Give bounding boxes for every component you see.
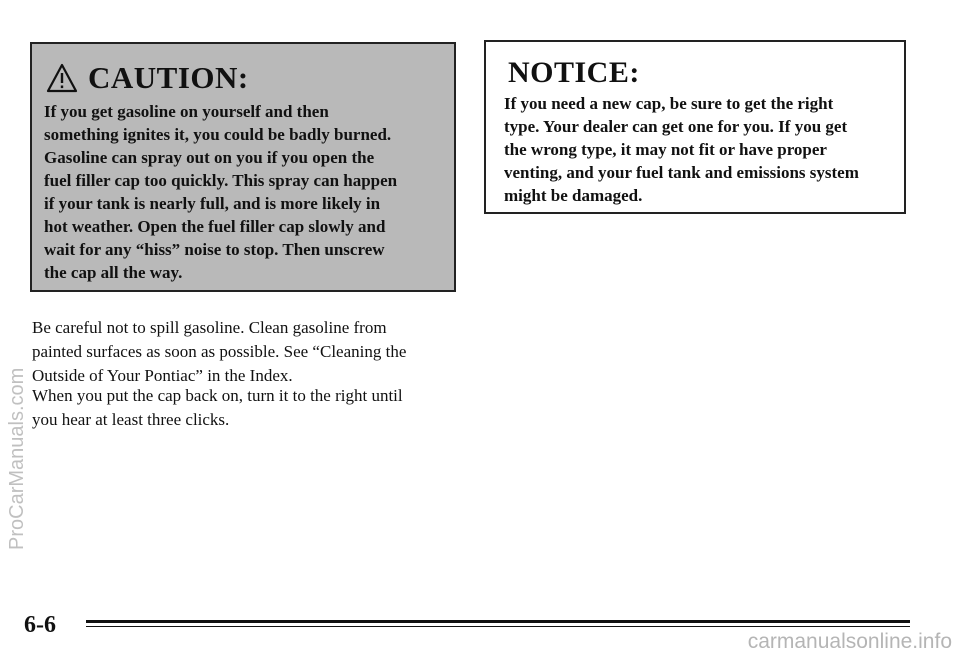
watermark-left: ProCarManuals.com bbox=[6, 367, 28, 550]
body-line: Outside of Your Pontiac” in the Index. bbox=[32, 366, 293, 385]
caution-header bbox=[46, 60, 249, 96]
caution-box bbox=[30, 42, 456, 292]
caution-text bbox=[44, 100, 444, 284]
caution-line: If you get gasoline on yourself and then bbox=[44, 102, 329, 121]
body-line: painted surfaces as soon as possible. See “Cleaning the bbox=[32, 342, 407, 361]
body-paragraph-cap bbox=[32, 384, 452, 432]
caution-line: hot weather. Open the fuel filler cap slowly and bbox=[44, 217, 386, 236]
notice-line: If you need a new cap, be sure to get the right bbox=[504, 94, 834, 113]
notice-text bbox=[504, 92, 894, 207]
warning-triangle-icon bbox=[46, 63, 78, 93]
notice-line: venting, and your fuel tank and emissions system bbox=[504, 163, 859, 182]
notice-title: NOTICE: bbox=[508, 56, 640, 89]
page-number: 6-6 bbox=[24, 612, 56, 638]
caution-line: wait for any “hiss” noise to stop. Then unscrew bbox=[44, 240, 385, 259]
caution-line: something ignites it, you could be badly burned. bbox=[44, 125, 392, 144]
body-line: you hear at least three clicks. bbox=[32, 410, 230, 429]
watermark-bottom: carmanualsonline.info bbox=[747, 630, 952, 653]
caution-line: if your tank is nearly full, and is more likely in bbox=[44, 194, 381, 213]
caution-line: Gasoline can spray out on you if you open the bbox=[44, 148, 375, 167]
caution-title: CAUTION: bbox=[88, 60, 249, 95]
body-line: Be careful not to spill gasoline. Clean gasoline from bbox=[32, 318, 387, 337]
footer-rule bbox=[86, 618, 910, 630]
body-line: When you put the cap back on, turn it to the right until bbox=[32, 386, 403, 405]
notice-line: the wrong type, it may not fit or have proper bbox=[504, 140, 827, 159]
notice-box bbox=[484, 40, 906, 214]
caution-line: fuel filler cap too quickly. This spray can happen bbox=[44, 171, 398, 190]
notice-line: type. Your dealer can get one for you. If you get bbox=[504, 117, 848, 136]
caution-line: the cap all the way. bbox=[44, 263, 183, 282]
notice-line: might be damaged. bbox=[504, 186, 643, 205]
body-paragraph-spill bbox=[32, 316, 452, 388]
